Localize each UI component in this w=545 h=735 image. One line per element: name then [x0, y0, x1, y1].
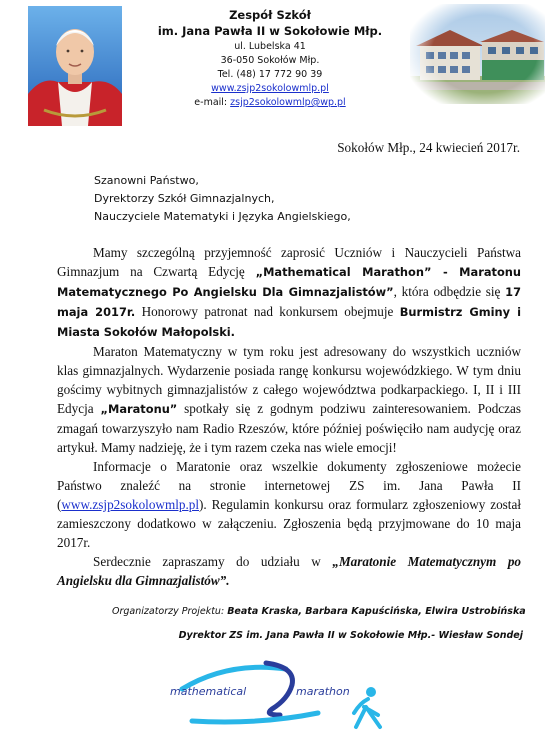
text-run: ). Regulamin konkursu oraz formularz zgłoszeniowy został zamieszczony dodatkowo w załączeniu. Zgłoszenia będą przyjmowane do 10 maja 2017r. — [57, 497, 521, 550]
address-street: ul. Lubelska 41 — [234, 41, 306, 52]
paragraph-information — [57, 457, 521, 552]
email-label: e-mail: — [194, 97, 228, 108]
text-run: Mamy szczególną przyjemność zaprosić Uczniów i Nauczycieli Państwa Gimnazjum na Czwartą Edycję — [57, 245, 521, 279]
logo-word-marathon: marathon — [296, 685, 350, 698]
phone-number: Tel. (48) 17 772 90 39 — [217, 69, 323, 80]
mathematical-marathon-logo — [168, 655, 398, 730]
greeting-line: Dyrektorzy Szkół Gimnazjalnych, — [94, 192, 275, 205]
text-run: Informacje o Maratonie oraz wszelkie dokumenty zgłoszeniowe możecie Państwo znaleźć na stronie internetowej ZS im. Jana Pawła II ( — [57, 459, 521, 512]
event-name: „Mathematical Marathon” - Maratonu Matematycznego Po Angielsku Dla Gimnazjalistów” — [57, 265, 521, 299]
website-link[interactable]: www.zsjp2sokolowmlp.pl — [211, 83, 329, 94]
patron-name: Burmistrz Gminy i Miasta Sokołów Małopolski. — [57, 305, 521, 339]
letterhead — [140, 8, 400, 110]
address-postal: 36-050 Sokołów Młp. — [220, 55, 320, 66]
text-run: , która odbędzie się — [393, 284, 506, 299]
organizers — [112, 606, 526, 617]
school-building-image — [410, 4, 545, 104]
text-run: spotkały się z godnym podziwu zainteresowaniem. Podczas zmagań towarzyszyło nam Radio Rzeszów, które później poświęciło nam audycję oraz artykuł. Mamy nadzieję, że i tym razem czeka nas wiele emocji! — [57, 401, 521, 455]
greeting — [94, 172, 351, 226]
letter-body — [57, 243, 521, 590]
paragraph-description — [57, 342, 521, 457]
event-date: 17 maja 2017r. — [57, 285, 521, 319]
school-patron: im. Jana Pawła II w Sokołowie Młp. — [157, 24, 383, 38]
organizers-names: Beata Kraska, Barbara Kapuścińska, Elwira Ustrobińska — [227, 606, 526, 617]
paragraph-invitation — [57, 243, 521, 342]
text-run: Serdecznie zapraszamy do udziału w — [93, 554, 333, 569]
text-run: Maraton Matematyczny w tym roku jest adresowany do wszystkich uczniów klas gimnazjalnych. Wydarzenie posiada rangę konkursu wojewódzkiego. W tym dniu gościmy wybitnych gimnazjalistów z całego województwa podkarpackiego. I, II i III Edycja — [57, 344, 521, 416]
text-run: Honorowy patronat nad konkursem obejmuje — [135, 304, 400, 319]
school-name: Zespół Szkół — [229, 8, 311, 22]
greeting-line: Nauczyciele Matematyki i Języka Angielskiego, — [94, 210, 351, 223]
paragraph-closing — [57, 552, 521, 590]
maraton-label: „Maratonu” — [100, 402, 178, 416]
email-link[interactable]: zsjp2sokolowmlp@wp.pl — [230, 97, 346, 108]
greeting-line: Szanowni Państwo, — [94, 174, 199, 187]
portrait-image — [28, 6, 122, 126]
organizers-label: Organizatorzy Projektu: — [112, 606, 228, 617]
closing-event-name: „Maratonie Matematycznym po Angielsku dla Gimnazjalistów”. — [57, 554, 522, 588]
logo-word-mathematical: mathematical — [170, 685, 247, 698]
letter-date: Sokołów Młp., 24 kwiecień 2017r. — [337, 140, 520, 155]
website-link-inline[interactable]: www.zsjp2sokolowmlp.pl — [61, 497, 200, 512]
director-signature: Dyrektor ZS im. Jana Pawła II w Sokołowie Młp.- Wiesław Sondej — [178, 630, 523, 641]
